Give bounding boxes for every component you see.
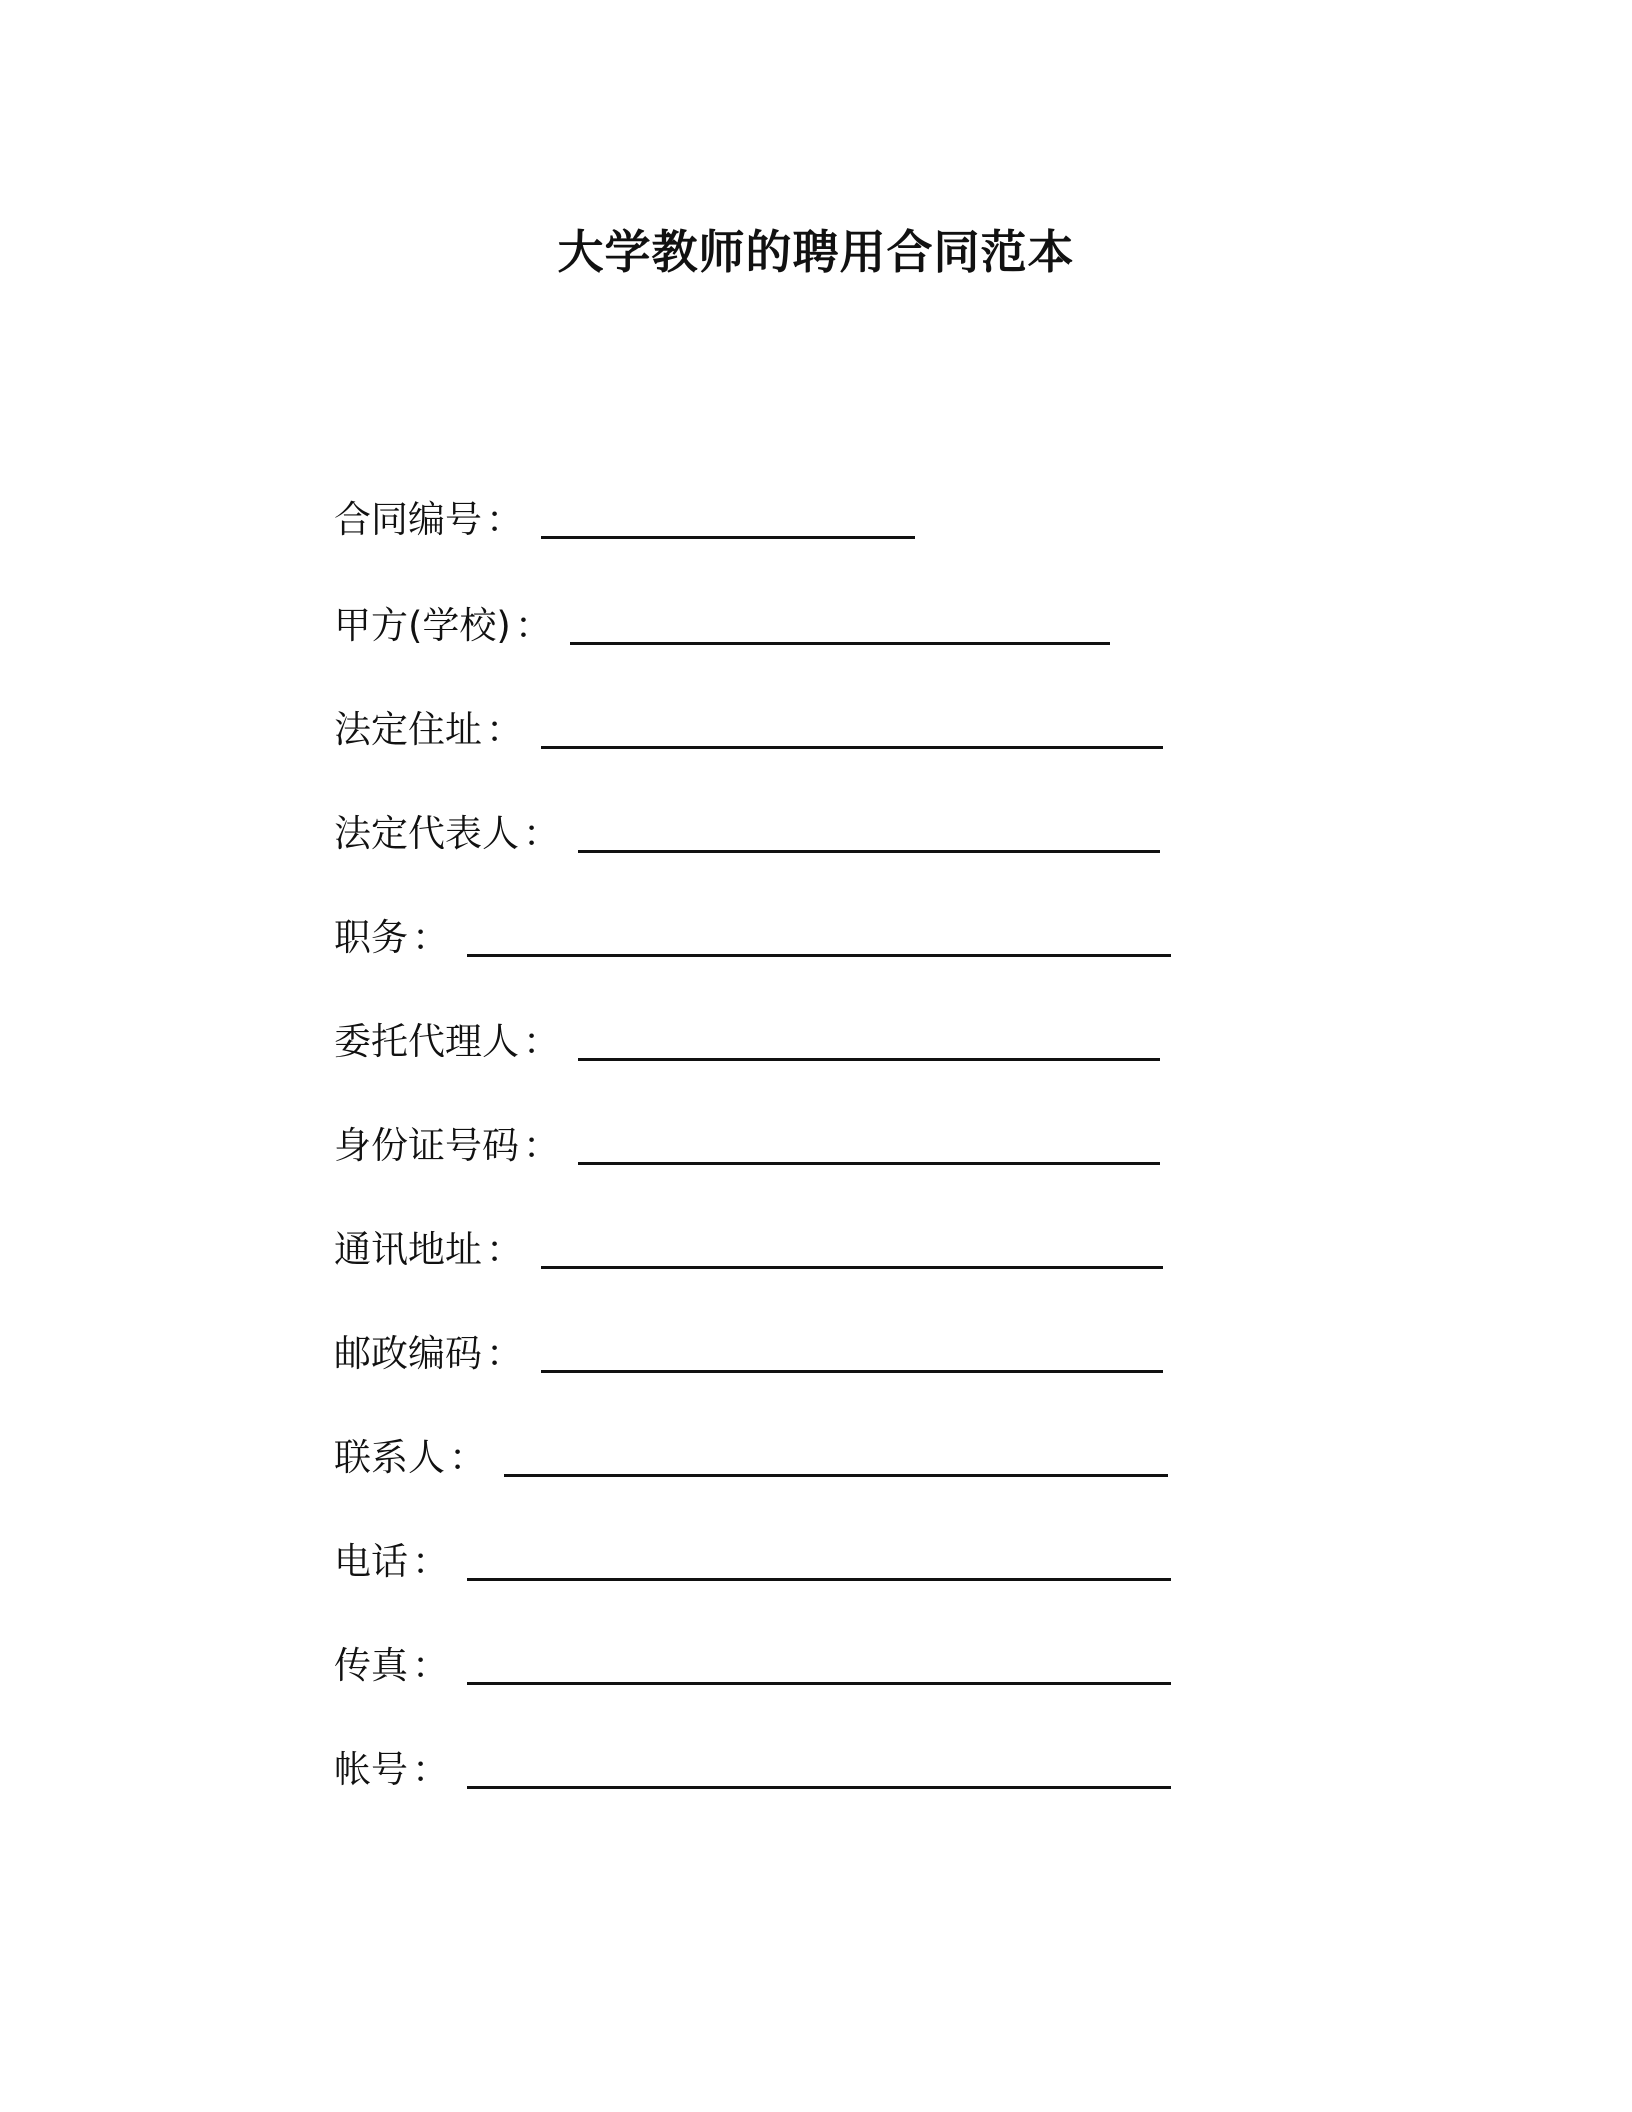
field-label: 身份证号码	[334, 1124, 519, 1167]
field-label: 电话	[334, 1540, 408, 1583]
field-fax	[334, 1636, 1171, 1696]
field-contract-number	[334, 490, 915, 550]
field-label: 通讯地址	[334, 1228, 482, 1271]
field-colon: ：	[514, 604, 552, 647]
field-label: 邮政编码	[334, 1332, 482, 1375]
field-colon: ：	[523, 812, 560, 855]
agent-blank[interactable]	[578, 1058, 1160, 1061]
field-label: 帐号	[334, 1748, 408, 1791]
party-a-blank[interactable]	[570, 642, 1110, 645]
position-blank[interactable]	[467, 954, 1171, 957]
phone-blank[interactable]	[467, 1578, 1171, 1581]
legal-representative-blank[interactable]	[578, 850, 1160, 853]
fax-blank[interactable]	[467, 1682, 1171, 1685]
field-colon: ：	[523, 1020, 560, 1063]
postal-code-blank[interactable]	[541, 1370, 1163, 1373]
field-label: 法定住址	[334, 708, 482, 751]
field-agent	[334, 1012, 1160, 1072]
field-label: 合同编号	[334, 498, 482, 541]
field-colon: ：	[486, 498, 523, 541]
field-mail-address	[334, 1220, 1163, 1280]
field-colon: ：	[412, 1644, 449, 1687]
field-account	[334, 1740, 1171, 1800]
legal-address-blank[interactable]	[541, 746, 1163, 749]
field-label: 甲方(学校)	[334, 604, 511, 647]
field-label: 法定代表人	[334, 812, 519, 855]
field-colon: ：	[449, 1436, 486, 1479]
field-label: 委托代理人	[334, 1020, 519, 1063]
id-number-blank[interactable]	[578, 1162, 1160, 1165]
account-blank[interactable]	[467, 1786, 1171, 1789]
contact-blank[interactable]	[504, 1474, 1168, 1477]
field-legal-representative	[334, 804, 1160, 864]
field-colon: ：	[523, 1124, 560, 1167]
field-colon: ：	[412, 1748, 449, 1791]
field-postal-code	[334, 1324, 1163, 1384]
field-contact	[334, 1428, 1168, 1488]
mail-address-blank[interactable]	[541, 1266, 1163, 1269]
field-colon: ：	[486, 1332, 523, 1375]
field-id-number	[334, 1116, 1160, 1176]
field-position	[334, 908, 1171, 968]
field-label: 联系人	[334, 1436, 445, 1479]
field-label: 传真	[334, 1644, 408, 1687]
field-phone	[334, 1532, 1171, 1592]
field-colon: ：	[486, 1228, 523, 1271]
field-party-a	[334, 596, 1110, 656]
field-colon: ：	[486, 708, 523, 751]
document-title: 大学教师的聘用合同范本	[557, 225, 1075, 279]
contract-number-blank[interactable]	[541, 536, 915, 539]
field-colon: ：	[412, 1540, 449, 1583]
field-colon: ：	[412, 916, 449, 959]
field-legal-address	[334, 700, 1163, 760]
field-label: 职务	[334, 916, 408, 959]
